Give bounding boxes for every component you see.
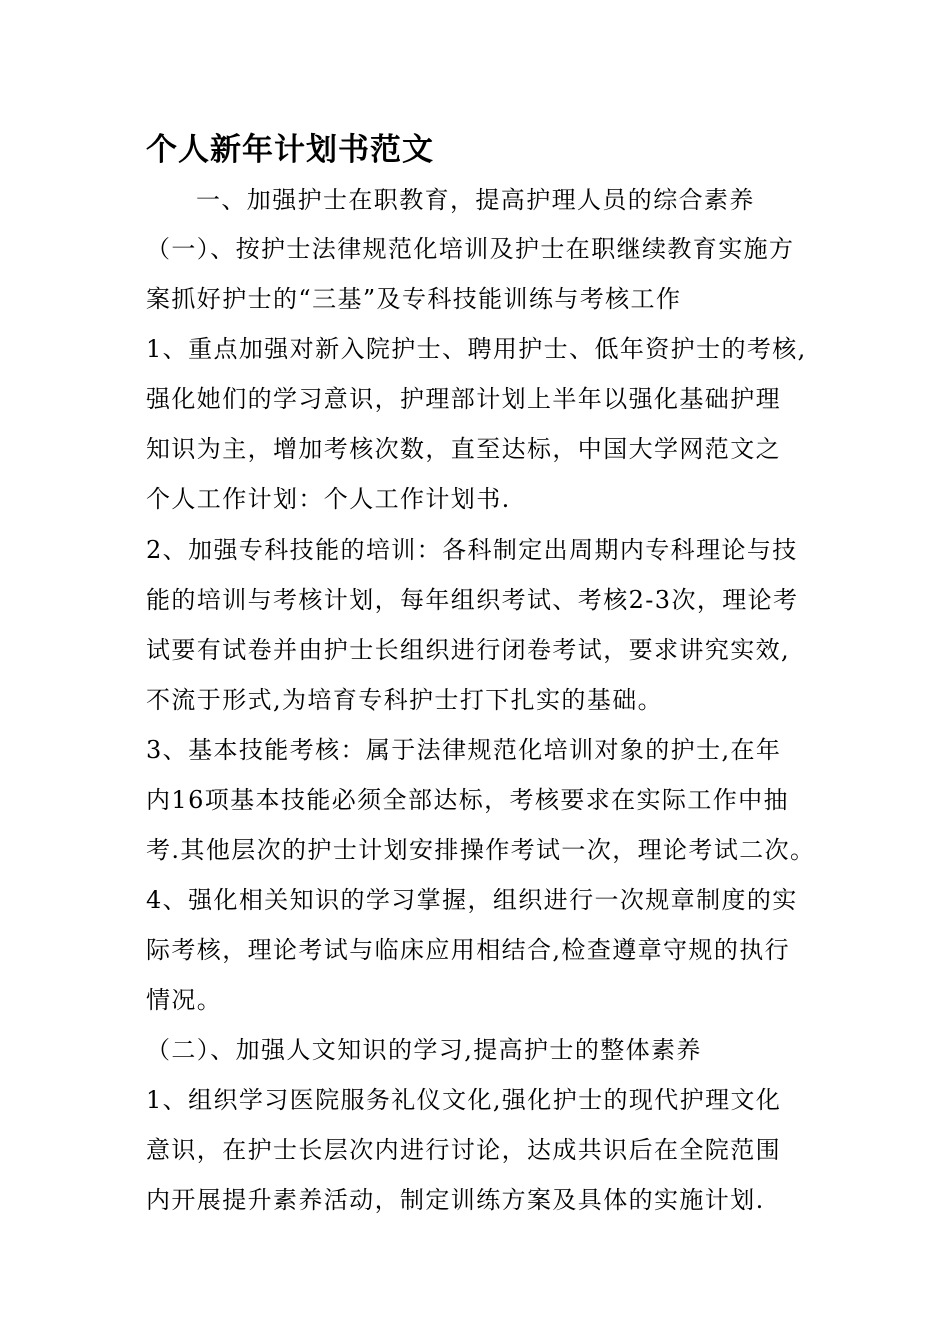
text-line: 情况。 — [146, 986, 223, 1014]
text-line: 强化她们的学习意识，护理部计划上半年以强化基础护理 — [146, 385, 781, 413]
list-item-3: 3、基本技能考核：属于法律规范化培训对象的护士,在年 — [146, 736, 782, 764]
text-line: 案抓好护士的“三基”及专科技能训练与考核工作 — [146, 285, 682, 313]
text-line: 试要有试卷并由护士长组织进行闭卷考试，要求讲究实效, — [146, 636, 791, 664]
text-line: 能的培训与考核计划，每年组织考试、考核2-3次，理论考 — [146, 586, 799, 614]
list-item-1: 1、重点加强对新入院护士、聘用护士、低年资护士的考核, — [146, 335, 807, 363]
text-line: 内开展提升素养活动，制定训练方案及具体的实施计划. — [146, 1186, 765, 1214]
list-item-2: 2、加强专科技能的培训：各科制定出周期内专科理论与技 — [146, 536, 798, 564]
section-heading-1: 一、加强护士在职教育，提高护理人员的综合素养 — [196, 186, 755, 214]
text-line: 知识为主，增加考核次数，直至达标，中国大学网范文之 — [146, 435, 781, 463]
text-line: 际考核，理论考试与临床应用相结合,检查遵章守规的执行 — [146, 936, 791, 964]
list-item-4: 4、强化相关知识的学习掌握，组织进行一次规章制度的实 — [146, 886, 798, 914]
text-line: 不流于形式,为培育专科护士打下扎实的基础。 — [146, 686, 664, 714]
text-line: 个人工作计划：个人工作计划书. — [146, 485, 511, 513]
text-line: 意识，在护士长层次内进行讨论，达成共识后在全院范围 — [146, 1136, 781, 1164]
list-item-5: 1、组织学习医院服务礼仪文化,强化护士的现代护理文化 — [146, 1086, 782, 1114]
text-line: 考.其他层次的护士计划安排操作考试一次，理论考试二次。 — [146, 836, 816, 864]
document-title: 个人新年计划书范文 — [146, 132, 434, 168]
text-line: 内16项基本技能必须全部达标，考核要求在实际工作中抽 — [146, 786, 789, 814]
subsection-heading-2: （二）、加强人文知识的学习,提高护士的整体素养 — [146, 1036, 702, 1064]
subsection-heading-1: （一）、按护士法律规范化培训及护士在职继续教育实施方 — [146, 235, 795, 263]
